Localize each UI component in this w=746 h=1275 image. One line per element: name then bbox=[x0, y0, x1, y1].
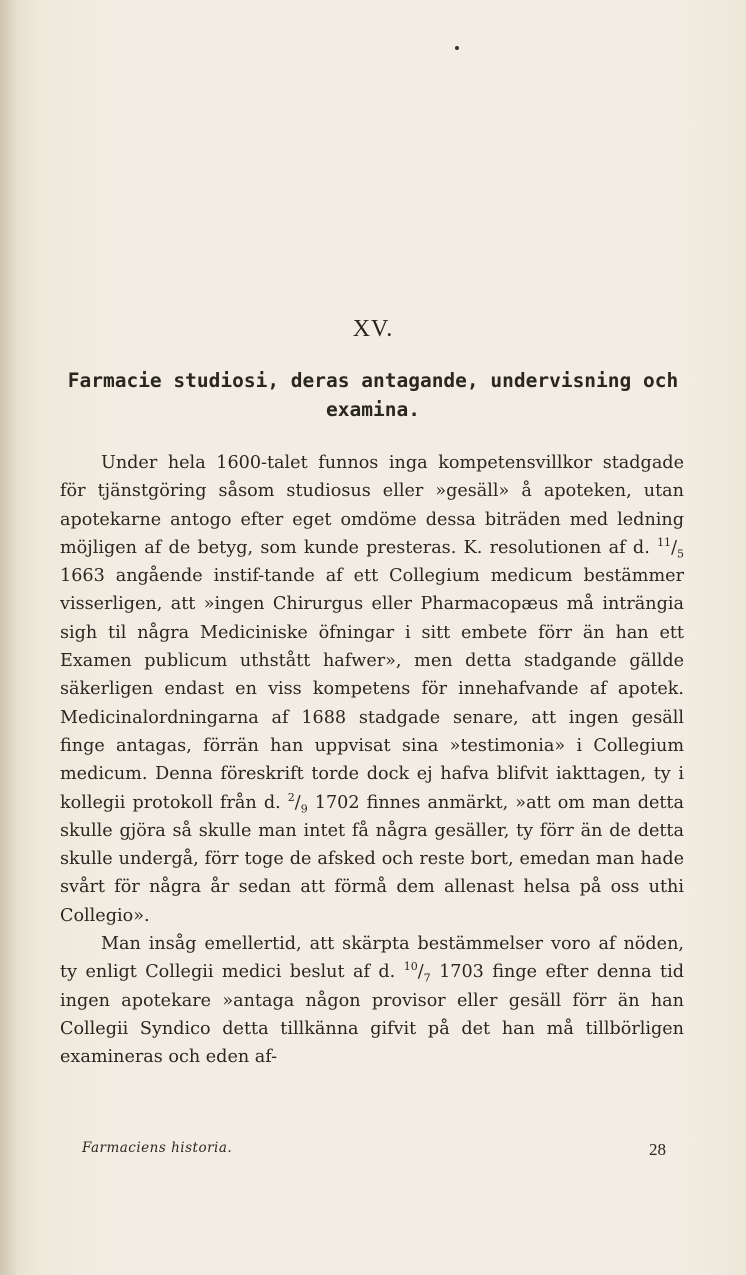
paragraph-1-part-3: 1702 finnes anmärkt, »att om man detta skulle gjöra så skulle man intet få några gesäller, ty förr än de detta skulle undergå, förr toge de afsked och reste bort, emedan man hade svårt för några år sedan att förmå dem allenast helsa på oss uthi Collegio». bbox=[60, 792, 684, 926]
page-number: 28 bbox=[649, 1140, 666, 1159]
date-numerator: 2 bbox=[287, 790, 295, 804]
date-denominator: 5 bbox=[677, 547, 684, 561]
paragraph-1-part-1: Under hela 1600-talet funnos inga kompetensvillkor stadgade för tjänstgöring såsom studiosus eller »gesäll» å apoteken, utan apotekarne antogo efter eget omdöme dessa biträden med ledning möjligen af de betyg, som kunde presteras. K. resolutionen af d. bbox=[60, 453, 684, 558]
chapter-number: XV. bbox=[352, 316, 394, 342]
chapter-title: Farmacie studiosi, deras antagande, undervisning och examina. bbox=[67, 369, 679, 421]
paragraph-2-part-2: 1703 finge efter denna tid ingen apotekare »antaga någon provisor eller gesäll förr än han Collegii Syndico detta tillkänna gifvit på det han må tillbörligen examineras och eden af- bbox=[60, 962, 684, 1068]
paragraph-2-part-1: Man insåg emellertid, att skärpta bestämmelser voro af nöden, ty enligt Collegii medici beslut af d. bbox=[60, 934, 684, 983]
paragraph-1-part-2: 1663 angående instif-tande af ett Collegium medicum bestämmer visserligen, att »ingen Chirurgus eller Pharmacopæus må inträngia sigh til några Mediciniske öfningar i sitt embete förr än han ett Examen publicum uthstått hafwer», men detta stadgande gällde säkerligen endast en viss kompetens för innehafvande af apotek. Medicinalordningarna af 1688 stadgade senare, att ingen gesäll finge antagas, förrän han uppvisat sina »testimonia» i Collegium medicum. Denna föreskrift torde dock ej hafva blifvit iakttagen, ty i kollegii protokoll från d. bbox=[60, 566, 684, 813]
date-denominator: 9 bbox=[300, 802, 308, 816]
date-denominator: 7 bbox=[423, 971, 431, 985]
body-text bbox=[60, 449, 684, 1072]
paragraph-2: Man insåg emellertid, att skärpta bestämmelser voro af nöden, ty enligt Collegii medici beslut af d. $^{10}/_7$ 1703 finge efter denna tid ingen apotekare »antaga någon provisor eller gesäll förr än han Collegii Syndico detta tillkänna gifvit på det han må tillbörligen examineras och eden af- bbox=[60, 934, 684, 1068]
spine-shadow bbox=[0, 0, 18, 1275]
running-footer-title: Farmaciens historia. bbox=[82, 1140, 233, 1156]
paragraph-1: Under hela 1600-talet funnos inga kompetensvillkor stadgade för tjänstgöring såsom studiosus eller »gesäll» å apoteken, utan apotekarne antogo efter eget omdöme dessa biträden med ledning möjligen af de betyg, som kunde presteras. K. resolutionen af d. $^{11}/_5$ 1663 angående instif-tande af ett Collegium medicum bestämmer visserligen, att »ingen Chirurgus eller Pharmacopæus må inträngia sigh til några Mediciniske öfningar i sitt embete förr än han ett Examen publicum uthstått hafwer», men detta stadgande gällde säkerligen endast en viss kompetens för innehafvande af apotek. Medicinalordningarna af 1688 stadgade senare, att ingen gesäll finge antagas, förrän han uppvisat sina »testimonia» i Collegium medicum. Denna föreskrift torde dock ej hafva blifvit iakttagen, ty i kollegii protokoll från d. $^2/_9$ 1702 finnes anmärkt, »att om man detta skulle gjöra så skulle man intet få några gesäller, ty förr än de detta skulle undergå, förr toge de afsked och reste bort, emedan man hade svårt för några år sedan att förmå dem allenast helsa på oss uthi Collegio». bbox=[60, 453, 684, 926]
print-speck bbox=[455, 46, 459, 50]
date-numerator: 11 bbox=[657, 536, 672, 550]
date-numerator: 10 bbox=[403, 960, 418, 974]
page-footer bbox=[82, 1140, 666, 1164]
